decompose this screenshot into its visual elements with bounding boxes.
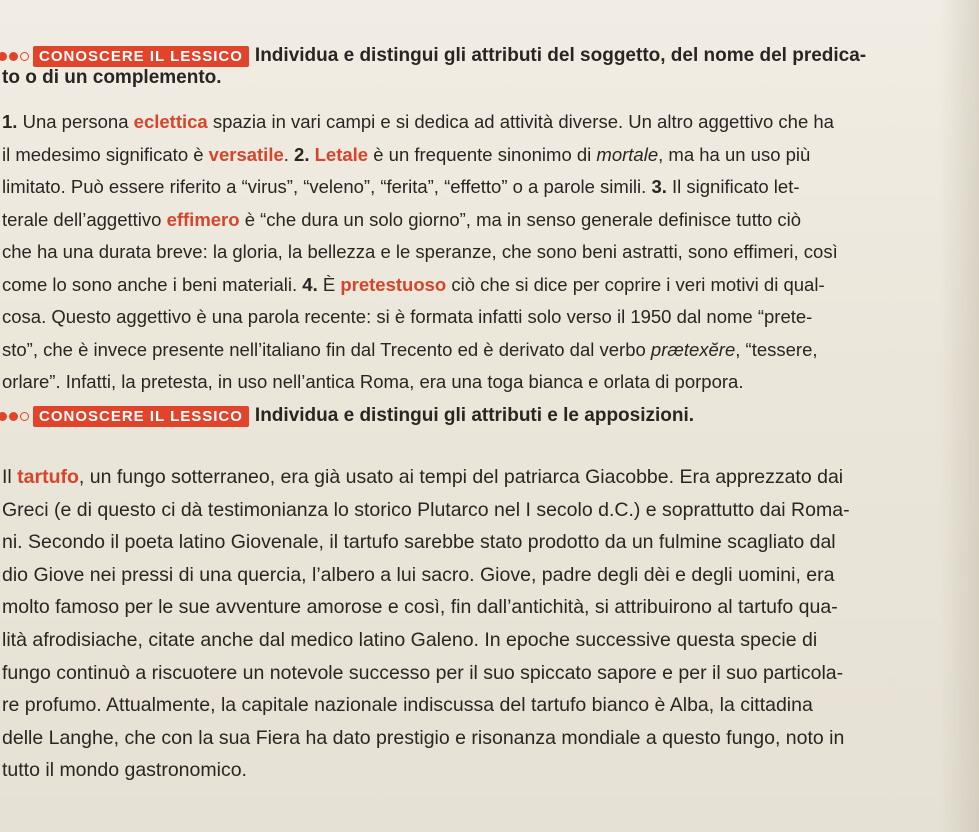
text-run: lità afrodisiache, citate anche dal medico latino Galeno. In epoche successive questa specie di — [2, 629, 818, 651]
text-run: delle Langhe, che con la sua Fiera ha dato prestigio e risonanza mondiale a questo fungo, noto in — [2, 726, 845, 749]
exercise-2-line — [2, 759, 247, 781]
exercise-1-line — [2, 176, 800, 198]
text-run: spazia in vari campi e si dedica ad attività diverse. Un altro aggettivo che ha — [207, 111, 834, 132]
text-run: Il — [2, 466, 18, 488]
text-run: il medesimo significato è — [2, 143, 209, 165]
exercise-2-line — [2, 466, 843, 488]
text-run: , “tessere, — [735, 338, 818, 360]
exercise-1-line — [2, 144, 810, 166]
highlighted-word: eclettica — [133, 111, 208, 132]
text-run: ni. Secondo il poeta latino Giovenale, il tartufo sarebbe stato prodotto da un fulmine scagliato dal — [2, 531, 836, 554]
exercise-1-line — [2, 241, 838, 263]
exercise-2-line — [2, 629, 817, 651]
text-run: re profumo. Attualmente, la capitale nazionale indiscussa del tartufo bianco è Alba, la cittadina — [2, 694, 813, 717]
text-run: È — [317, 273, 341, 295]
exercise-1-line — [2, 209, 801, 231]
exercise-1-line — [2, 274, 825, 296]
difficulty-dots-icon — [0, 412, 29, 421]
exercise-2-line — [2, 727, 844, 749]
text-run: dio Giove nei pressi di una quercia, l’albero a lui sacro. Giove, padre degli dèi e degli uomini, era — [2, 563, 835, 586]
highlighted-word: Letale — [314, 143, 369, 165]
highlighted-word: pretestuoso — [340, 273, 447, 295]
highlighted-word: effimero — [166, 208, 240, 230]
exercise-2-badge: CONOSCERE IL LESSICO — [33, 406, 249, 427]
text-run: ciò che si dice per coprire i veri motivi di qual- — [446, 273, 825, 295]
exercise-2-title: Individua e distingui gli attributi e le apposizioni. — [254, 405, 695, 426]
text-run: . — [283, 143, 295, 165]
exercise-1-title: Individua e distingui gli attributi del soggetto, del nome del predica- — [254, 45, 867, 66]
exercise-1-line — [2, 339, 818, 361]
exercise-1-line — [2, 371, 743, 393]
exercise-2-line — [2, 531, 836, 553]
text-run: orlare”. Infatti, la pretesta, in uso nell’antica Roma, era una toga bianca e orlata di porpora. — [2, 371, 744, 392]
text-run: è un frequente sinonimo di — [368, 143, 597, 165]
highlighted-word: versatile — [208, 143, 284, 165]
text-run: come lo sono anche i beni materiali. — [2, 273, 303, 295]
item-number: 2. — [294, 143, 310, 165]
exercise-2-header — [0, 405, 694, 427]
exercise-1-line — [2, 306, 812, 328]
exercise-2-line — [2, 564, 834, 586]
item-number: 3. — [651, 176, 667, 197]
exercise-2-line — [2, 596, 838, 618]
exercise-1-title-cont: to o di un complemento. — [2, 67, 222, 88]
exercise-1-line — [2, 111, 834, 133]
exercise-2-line — [2, 499, 850, 521]
highlighted-word: tartufo — [17, 466, 79, 488]
exercise-1-badge: CONOSCERE IL LESSICO — [33, 46, 249, 67]
item-number: 4. — [302, 273, 318, 295]
italic-word: mortale — [596, 143, 659, 165]
exercise-1-header — [0, 45, 866, 67]
text-run: , un fungo sotterraneo, era già usato ai tempi del patriarca Giacobbe. Era apprezzato dai — [78, 466, 844, 488]
text-run: molto famoso per le sue avventure amorose e così, fin dall’antichità, si attribuirono al tartufo qua- — [2, 596, 838, 619]
text-run: , ma ha un uso più — [658, 143, 811, 165]
italic-word: prætexĕre — [650, 338, 736, 360]
text-run: che ha una durata breve: la gloria, la bellezza e le speranze, che sono beni astratti, sono effimeri, così — [2, 241, 838, 262]
text-run: terale dell’aggettivo — [2, 208, 167, 230]
page-edge-shadow — [939, 0, 979, 832]
text-run: è “che dura un solo giorno”, ma in senso generale definisce tutto ciò — [239, 208, 802, 230]
text-run: Una persona — [17, 111, 134, 132]
text-run: sto”, che è invece presente nell’italiano fin dal Trecento ed è derivato dal verbo — [2, 338, 651, 360]
exercise-2-line — [2, 694, 813, 716]
exercise-2-line — [2, 662, 843, 684]
text-run: fungo continuò a riscuotere un notevole successo per il suo spiccato sapore e per il suo particola- — [2, 661, 844, 684]
text-run: tutto il mondo gastronomico. — [2, 759, 247, 782]
text-run: limitato. Può essere riferito a “virus”, “veleno”, “ferita”, “effetto” o a parole simili. — [2, 176, 652, 197]
text-run: cosa. Questo aggettivo è una parola recente: si è formata infatti solo verso il 1950 dal nome “prete- — [2, 306, 813, 327]
text-run: Greci (e di questo ci dà testimonianza lo storico Plutarco nel I secolo d.C.) e soprattutto dai Roma- — [2, 498, 850, 521]
text-run: Il significato let- — [666, 176, 800, 197]
difficulty-dots-icon — [0, 52, 29, 61]
item-number: 1. — [2, 111, 18, 132]
